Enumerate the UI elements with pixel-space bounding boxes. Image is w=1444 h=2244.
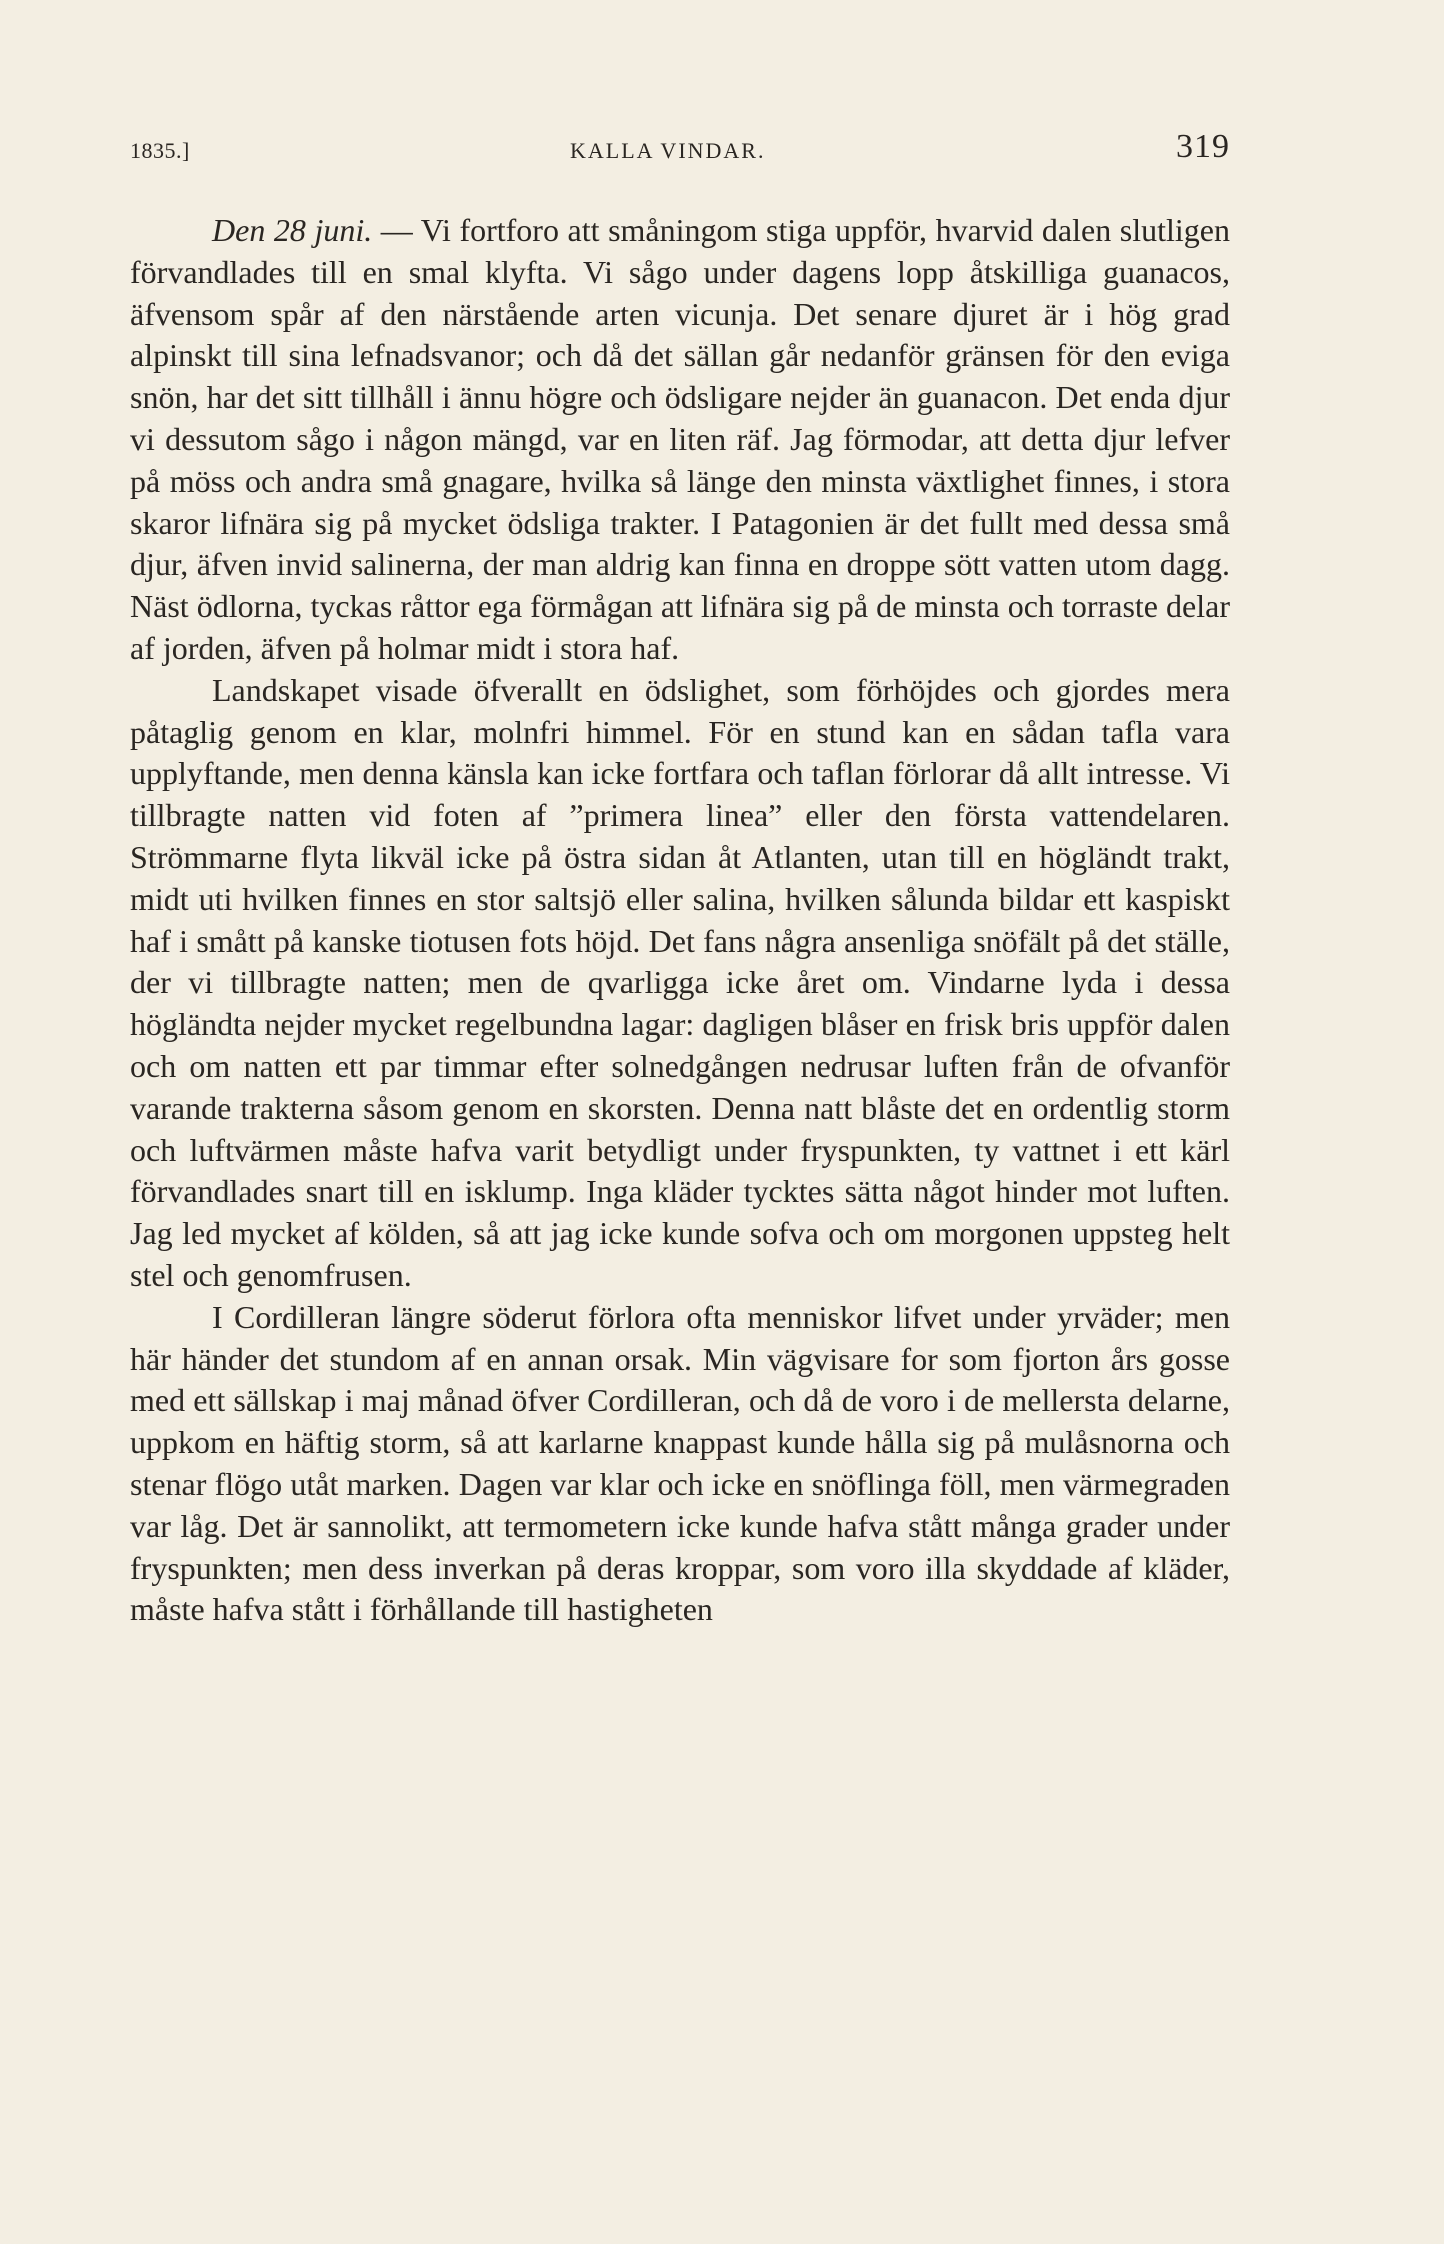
running-head-year: 1835.] (130, 138, 190, 163)
page-number: 319 (1176, 128, 1230, 165)
paragraph-1-text: — Vi fortforo att småningom stiga uppför, hvarvid dalen slutligen förvandlades till en smal klyfta. Vi sågo under dagens lopp åtskilliga guanacos, äfvensom spår af den närstående arten vicunja. Det senare djuret är i hög grad alpinskt till sina lefnadsvanor; och då det sällan går nedanför gränsen för den eviga snön, har det sitt tillhåll i ännu högre och ödsligare nejder än guanacon. Det enda djur vi dessutom sågo i någon mängd, var en liten räf. Jag förmodar, att detta djur lefver på möss och andra små gnagare, hvilka så länge den minsta växtlighet finnes, i stora skaror lifnära sig på mycket ödsliga trakter. I Patagonien är det fullt med dessa små djur, äfven invid salinerna, der man aldrig kan finna en droppe sött vatten utom dagg. Näst ödlorna, tyckas råttor ega förmågan att lifnära sig på de minsta och torraste delar af jorden, äfven på holmar midt i stora haf. (130, 212, 1230, 666)
running-head-title: KALLA VINDAR. (570, 138, 766, 163)
paragraph-3: I Cordilleran längre söderut förlora ofta menniskor lifvet under yrväder; men här händer det stundom af en annan orsak. Min vägvisare for som fjorton års gosse med ett sällskap i maj månad öfver Cordilleran, och då de voro i de mellersta delarne, uppkom en häftig storm, så att karlarne knappast kunde hålla sig på mulåsnorna och stenar flögo utåt marken. Dagen var klar och icke en snöflinga föll, men värmegraden var låg. Det är sannolikt, att termometern icke kunde hafva stått många grader under fryspunkten; men dess inverkan på deras kroppar, som voro illa skyddade af kläder, måste hafva stått i förhållande till hastigheten (130, 1298, 1230, 1628)
paragraph-2: Landskapet visade öfverallt en ödslighet, som förhöjdes och gjordes mera påtaglig genom en klar, molnfri himmel. För en stund kan en sådan tafla vara upplyftande, men denna känsla kan icke fortfara och taflan förlorar då allt intresse. Vi tillbragte natten vid foten af ”primera linea” eller den första vattendelaren. Strömmarne flyta likväl icke på östra sidan åt Atlanten, utan till en högländt trakt, midt uti hvilken finnes en stor saltsjö eller salina, hvilken sålunda bildar ett kaspiskt haf i smått på kanske tiotusen fots höjd. Det fans några ansenliga snöfält på det ställe, der vi tillbragte natten; men de qvarligga icke året om. Vindarne lyda i dessa högländta nejder mycket regelbundna lagar: dagligen blåser en frisk bris uppför dalen och om natten ett par timmar efter solnedgången nedrusar luften från de ofvanför varande trakterna såsom genom en skorsten. Denna natt blåste det en ordentlig storm och luftvärmen måste hafva varit betydligt under fryspunkten, ty vattnet i ett kärl förvandlades snart till en isklump. Inga kläder tycktes sätta något hinder mot luften. Jag led mycket af kölden, så att jag icke kunde sofva och om morgonen uppsteg helt stel och genomfrusen. (130, 671, 1230, 1293)
paragraph-1 (130, 210, 1230, 670)
body-text (130, 210, 1230, 1631)
entry-date: Den 28 juni. (212, 212, 373, 248)
running-head (130, 128, 1230, 174)
